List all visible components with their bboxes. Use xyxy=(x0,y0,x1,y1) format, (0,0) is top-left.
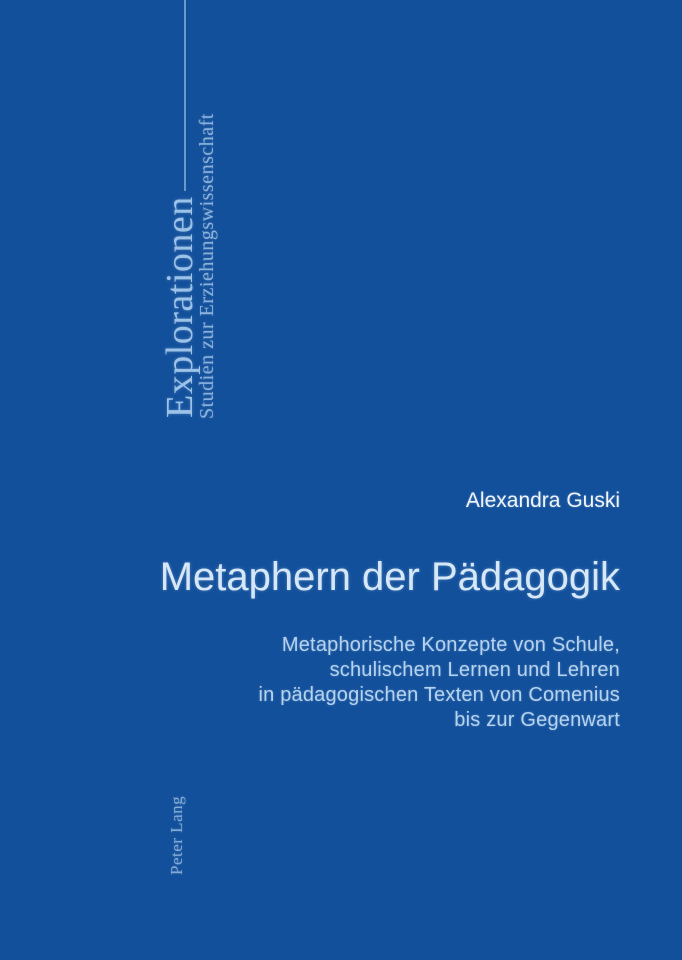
book-subtitle-line: bis zur Gegenwart xyxy=(454,709,620,731)
series-name: Explorationen xyxy=(159,196,201,418)
book-subtitle-line: in pädagogischen Texten von Comenius xyxy=(258,684,620,706)
book-title: Metaphern der Pädagogik xyxy=(159,555,620,599)
author-name: Alexandra Guski xyxy=(465,489,620,512)
book-subtitle xyxy=(258,633,620,733)
series-subtitle: Studien zur Erziehungswissenschaft xyxy=(196,113,218,419)
book-subtitle-line: Metaphorische Konzepte von Schule, xyxy=(281,634,620,656)
book-subtitle-line: schulischem Lernen und Lehren xyxy=(329,659,620,681)
series-rule xyxy=(184,0,186,191)
publisher-name: Peter Lang xyxy=(167,795,186,875)
